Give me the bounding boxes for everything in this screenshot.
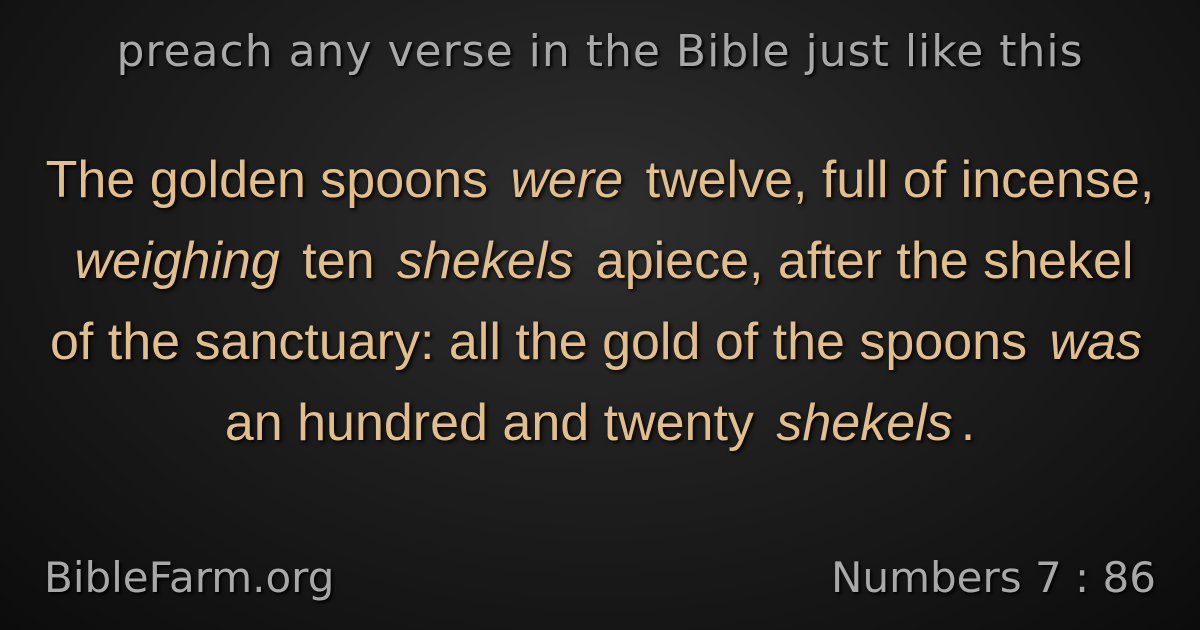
verse-part: ten: [302, 232, 375, 290]
verse-italic-word: shekels: [776, 394, 953, 452]
verse-italic-word: weighing: [74, 232, 280, 290]
verse-text: [40, 140, 1160, 464]
verse-part: The golden spoons: [45, 151, 488, 209]
verse-part: apiece, after the shekel of the sanctuary: all the gold of the spoons: [49, 232, 1134, 371]
verse-italic-word: shekels: [397, 232, 574, 290]
verse-italic-word: was: [1049, 313, 1143, 371]
tagline: preach any verse in the Bible just like this: [116, 26, 1084, 77]
verse-reference: Numbers 7 : 86: [831, 553, 1156, 602]
site-name: BibleFarm.org: [44, 553, 335, 602]
verse-part: twelve, full of incense,: [645, 151, 1155, 209]
verse-part: .: [960, 394, 976, 452]
verse-part: an hundred and twenty: [224, 394, 754, 452]
verse-italic-word: were: [510, 151, 624, 209]
